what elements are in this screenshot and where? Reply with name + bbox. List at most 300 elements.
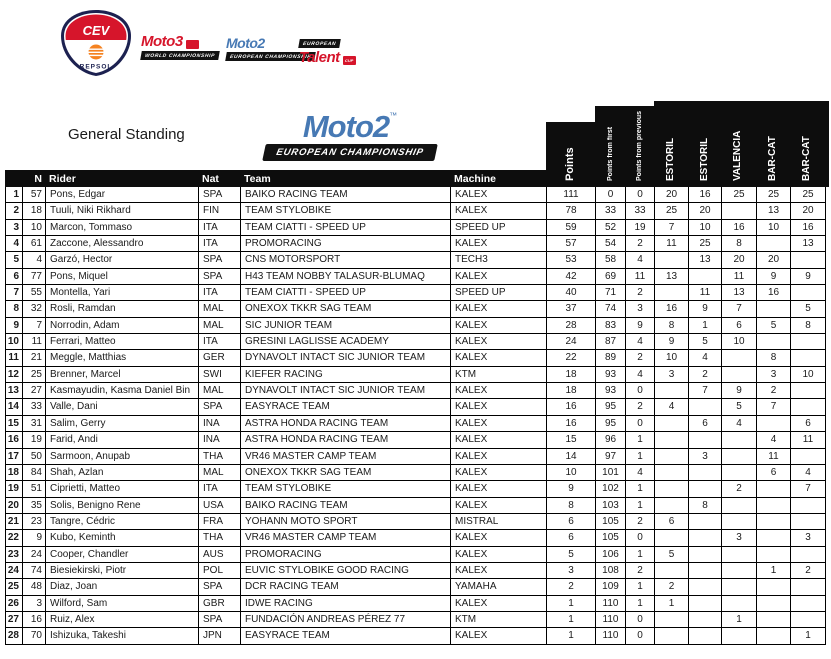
nationality-cell: THA	[199, 449, 241, 465]
points-from-first-cell: 105	[596, 514, 626, 530]
position-cell: 3	[6, 220, 23, 236]
race-points-cell-valencia	[722, 498, 757, 514]
rider-name-cell: Brenner, Marcel	[46, 367, 199, 383]
points-cell: 37	[547, 301, 596, 317]
table-row	[6, 514, 826, 530]
table-row	[6, 628, 826, 644]
table-row	[6, 416, 826, 432]
points-from-previous-cell: 0	[626, 612, 655, 628]
machine-cell: KALEX	[451, 530, 547, 546]
race-points-cell-barcat-2: 8	[791, 318, 826, 334]
points-cell: 6	[547, 530, 596, 546]
points-from-first-cell: 106	[596, 547, 626, 563]
table-row	[6, 285, 826, 301]
points-from-first-cell: 83	[596, 318, 626, 334]
team-cell: FUNDACIÓN ANDREAS PÉREZ 77	[241, 612, 451, 628]
race-points-cell-estoril-2	[689, 465, 722, 481]
race-points-cell-barcat-1: 11	[757, 449, 791, 465]
nationality-cell: ITA	[199, 236, 241, 252]
race-points-cell-estoril-1	[655, 530, 689, 546]
team-cell: EASYRACE TEAM	[241, 628, 451, 644]
moto2-main-logo-subtitle: EUROPEAN CHAMPIONSHIP	[262, 144, 438, 161]
rider-number-cell: 32	[23, 301, 46, 317]
race-points-cell-barcat-2	[791, 383, 826, 399]
position-cell: 15	[6, 416, 23, 432]
team-cell: TEAM CIATTI - SPEED UP	[241, 285, 451, 301]
race-points-cell-valencia	[722, 465, 757, 481]
moto3-logo-title: Moto3	[141, 33, 183, 50]
machine-cell: KALEX	[451, 628, 547, 644]
race-points-cell-estoril-2: 13	[689, 252, 722, 268]
cev-repsol-logo	[57, 9, 135, 77]
team-cell: SIC JUNIOR TEAM	[241, 318, 451, 334]
column-header-number: N	[34, 172, 42, 185]
machine-cell: YAMAHA	[451, 579, 547, 595]
points-cell: 15	[547, 432, 596, 448]
table-row	[6, 399, 826, 415]
rider-number-cell: 21	[23, 350, 46, 366]
position-cell: 21	[6, 514, 23, 530]
points-from-first-cell: 87	[596, 334, 626, 350]
race-points-cell-estoril-1	[655, 465, 689, 481]
points-cell: 40	[547, 285, 596, 301]
points-from-previous-cell: 0	[626, 416, 655, 432]
race-points-cell-estoril-2: 5	[689, 334, 722, 350]
table-row	[6, 334, 826, 350]
position-cell: 28	[6, 628, 23, 644]
points-from-previous-cell: 1	[626, 547, 655, 563]
race-points-cell-barcat-1	[757, 612, 791, 628]
points-from-previous-cell: 1	[626, 432, 655, 448]
race-points-cell-valencia: 2	[722, 481, 757, 497]
race-points-cell-estoril-2: 6	[689, 416, 722, 432]
nationality-cell: USA	[199, 498, 241, 514]
rider-number-cell: 77	[23, 269, 46, 285]
team-cell: IDWE RACING	[241, 596, 451, 612]
table-row	[6, 220, 826, 236]
nationality-cell: MAL	[199, 318, 241, 334]
points-from-previous-cell: 2	[626, 236, 655, 252]
table-row	[6, 498, 826, 514]
team-cell: BAIKO RACING TEAM	[241, 187, 451, 203]
race-points-cell-estoril-2	[689, 399, 722, 415]
points-cell: 111	[547, 187, 596, 203]
race-points-cell-estoril-1: 6	[655, 514, 689, 530]
machine-cell: KALEX	[451, 318, 547, 334]
table-row	[6, 236, 826, 252]
position-cell: 14	[6, 399, 23, 415]
rider-number-cell: 33	[23, 399, 46, 415]
race-points-cell-barcat-2: 3	[791, 530, 826, 546]
race-points-cell-estoril-2: 11	[689, 285, 722, 301]
race-points-cell-barcat-2	[791, 514, 826, 530]
column-header-team: Team	[244, 172, 271, 185]
points-from-previous-cell: 2	[626, 563, 655, 579]
race-points-cell-estoril-2	[689, 563, 722, 579]
points-from-first-cell: 52	[596, 220, 626, 236]
repsol-logo-text: REPSOL	[79, 63, 113, 71]
table-row	[6, 252, 826, 268]
machine-cell: KALEX	[451, 334, 547, 350]
race-points-cell-estoril-1: 1	[655, 596, 689, 612]
points-from-previous-cell: 2	[626, 514, 655, 530]
race-points-cell-estoril-1	[655, 481, 689, 497]
nationality-cell: SWI	[199, 367, 241, 383]
rider-name-cell: Garzó, Hector	[46, 252, 199, 268]
race-points-cell-valencia	[722, 547, 757, 563]
points-from-previous-cell: 33	[626, 203, 655, 219]
rider-name-cell: Ishizuka, Takeshi	[46, 628, 199, 644]
points-from-previous-cell: 4	[626, 334, 655, 350]
race-points-cell-estoril-2: 10	[689, 220, 722, 236]
race-points-cell-barcat-2: 9	[791, 269, 826, 285]
race-points-cell-estoril-1: 11	[655, 236, 689, 252]
points-from-first-cell: 110	[596, 628, 626, 644]
race-points-cell-estoril-1	[655, 252, 689, 268]
points-cell: 10	[547, 465, 596, 481]
race-points-cell-barcat-1	[757, 596, 791, 612]
talent-logo-title: Talent	[299, 48, 340, 66]
race-points-cell-barcat-2	[791, 399, 826, 415]
race-points-cell-barcat-1	[757, 498, 791, 514]
nationality-cell: FIN	[199, 203, 241, 219]
race-points-cell-barcat-2	[791, 547, 826, 563]
team-cell: PROMORACING	[241, 547, 451, 563]
race-points-cell-estoril-2: 16	[689, 187, 722, 203]
position-cell: 1	[6, 187, 23, 203]
race-points-cell-barcat-1: 8	[757, 350, 791, 366]
table-row	[6, 481, 826, 497]
column-header-points-from-first: Points from first	[607, 126, 614, 181]
cev-logo-text: CEV	[82, 23, 110, 38]
race-points-cell-valencia	[722, 203, 757, 219]
points-from-previous-cell: 0	[626, 383, 655, 399]
race-points-cell-valencia: 20	[722, 252, 757, 268]
race-points-cell-barcat-1	[757, 236, 791, 252]
team-cell: DCR RACING TEAM	[241, 579, 451, 595]
race-points-cell-barcat-2	[791, 285, 826, 301]
table-row	[6, 432, 826, 448]
table-row	[6, 269, 826, 285]
position-cell: 23	[6, 547, 23, 563]
race-points-cell-estoril-2: 1	[689, 318, 722, 334]
points-cell: 59	[547, 220, 596, 236]
race-points-cell-barcat-1: 3	[757, 367, 791, 383]
nationality-cell: INA	[199, 432, 241, 448]
nationality-cell: AUS	[199, 547, 241, 563]
points-cell: 1	[547, 612, 596, 628]
table-row	[6, 301, 826, 317]
race-points-cell-barcat-2: 10	[791, 367, 826, 383]
machine-cell: KTM	[451, 367, 547, 383]
race-points-cell-barcat-1: 10	[757, 220, 791, 236]
points-from-first-cell: 103	[596, 498, 626, 514]
points-cell: 14	[547, 449, 596, 465]
race-points-cell-estoril-2	[689, 628, 722, 644]
machine-cell: KTM	[451, 612, 547, 628]
race-points-cell-barcat-1: 2	[757, 383, 791, 399]
points-from-previous-cell: 11	[626, 269, 655, 285]
rider-number-cell: 35	[23, 498, 46, 514]
rider-number-cell: 48	[23, 579, 46, 595]
race-points-cell-barcat-2: 11	[791, 432, 826, 448]
rider-name-cell: Ciprietti, Matteo	[46, 481, 199, 497]
points-cell: 53	[547, 252, 596, 268]
moto3-logo-subtitle: WORLD CHAMPIONSHIP	[140, 51, 220, 60]
team-cell: EASYRACE TEAM	[241, 399, 451, 415]
moto3-logo	[141, 34, 219, 60]
machine-cell: KALEX	[451, 596, 547, 612]
table-row	[6, 547, 826, 563]
race-points-cell-valencia	[722, 563, 757, 579]
machine-cell: SPEED UP	[451, 220, 547, 236]
rider-number-cell: 11	[23, 334, 46, 350]
race-points-cell-estoril-1	[655, 432, 689, 448]
points-cell: 1	[547, 628, 596, 644]
race-points-cell-valencia	[722, 350, 757, 366]
table-row	[6, 530, 826, 546]
rider-number-cell: 23	[23, 514, 46, 530]
team-cell: EUVIC STYLOBIKE GOOD RACING	[241, 563, 451, 579]
position-cell: 6	[6, 269, 23, 285]
points-cell: 8	[547, 498, 596, 514]
rider-name-cell: Norrodin, Adam	[46, 318, 199, 334]
rider-number-cell: 51	[23, 481, 46, 497]
talent-cup-logo	[299, 31, 356, 65]
race-points-cell-estoril-1: 5	[655, 547, 689, 563]
race-points-cell-valencia	[722, 449, 757, 465]
points-cell: 18	[547, 383, 596, 399]
race-points-cell-barcat-1	[757, 514, 791, 530]
table-header-row	[5, 170, 546, 187]
points-from-first-cell: 108	[596, 563, 626, 579]
race-points-cell-estoril-1: 4	[655, 399, 689, 415]
column-header-nat: Nat	[202, 172, 219, 185]
race-points-cell-valencia: 1	[722, 612, 757, 628]
team-cell: BAIKO RACING TEAM	[241, 498, 451, 514]
rider-name-cell: Valle, Dani	[46, 399, 199, 415]
table-row	[6, 203, 826, 219]
race-points-cell-barcat-1	[757, 334, 791, 350]
rider-number-cell: 18	[23, 203, 46, 219]
rider-name-cell: Ruiz, Alex	[46, 612, 199, 628]
column-header-points-from-previous: Points from previous	[636, 110, 643, 181]
points-cell: 16	[547, 416, 596, 432]
points-from-first-cell: 97	[596, 449, 626, 465]
rider-name-cell: Marcon, Tommaso	[46, 220, 199, 236]
points-from-first-cell: 71	[596, 285, 626, 301]
team-cell: TEAM STYLOBIKE	[241, 481, 451, 497]
team-cell: KIEFER RACING	[241, 367, 451, 383]
nationality-cell: SPA	[199, 612, 241, 628]
nationality-cell: MAL	[199, 301, 241, 317]
team-cell: PROMORACING	[241, 236, 451, 252]
nationality-cell: ITA	[199, 334, 241, 350]
nationality-cell: SPA	[199, 187, 241, 203]
points-from-first-cell: 93	[596, 367, 626, 383]
table-row	[6, 465, 826, 481]
table-row	[6, 596, 826, 612]
team-cell: ONEXOX TKKR SAG TEAM	[241, 301, 451, 317]
race-points-cell-estoril-1: 2	[655, 579, 689, 595]
race-points-cell-barcat-1: 25	[757, 187, 791, 203]
race-points-cell-barcat-1: 6	[757, 465, 791, 481]
race-points-cell-valencia: 10	[722, 334, 757, 350]
position-cell: 9	[6, 318, 23, 334]
race-points-cell-estoril-2	[689, 612, 722, 628]
team-cell: DYNAVOLT INTACT SIC JUNIOR TEAM	[241, 350, 451, 366]
machine-cell: KALEX	[451, 301, 547, 317]
race-points-cell-barcat-2: 1	[791, 628, 826, 644]
rider-name-cell: Farid, Andi	[46, 432, 199, 448]
moto2-main-logo-title: Moto2	[302, 109, 390, 144]
rider-name-cell: Rosli, Ramdan	[46, 301, 199, 317]
moto3-logo-box	[186, 40, 199, 49]
points-from-first-cell: 95	[596, 399, 626, 415]
points-cell: 1	[547, 596, 596, 612]
points-from-first-cell: 105	[596, 530, 626, 546]
rider-name-cell: Pons, Edgar	[46, 187, 199, 203]
team-cell: ONEXOX TKKR SAG TEAM	[241, 465, 451, 481]
rider-name-cell: Ferrari, Matteo	[46, 334, 199, 350]
rider-name-cell: Zaccone, Alessandro	[46, 236, 199, 252]
rider-number-cell: 27	[23, 383, 46, 399]
race-points-cell-estoril-2: 3	[689, 449, 722, 465]
race-points-cell-barcat-2: 25	[791, 187, 826, 203]
machine-cell: KALEX	[451, 432, 547, 448]
column-header-race-estoril-1: ESTORIL	[665, 137, 676, 181]
race-points-cell-estoril-2: 7	[689, 383, 722, 399]
position-cell: 8	[6, 301, 23, 317]
moto2-small-logo-subtitle: EUROPEAN CHAMPIONSHIP	[225, 52, 316, 61]
points-from-previous-cell: 1	[626, 596, 655, 612]
race-points-cell-estoril-1	[655, 563, 689, 579]
team-cell: VR46 MASTER CAMP TEAM	[241, 449, 451, 465]
machine-cell: MISTRAL	[451, 514, 547, 530]
team-cell: H43 TEAM NOBBY TALASUR-BLUMAQ	[241, 269, 451, 285]
race-points-cell-barcat-2	[791, 350, 826, 366]
position-cell: 25	[6, 579, 23, 595]
race-points-cell-barcat-2	[791, 612, 826, 628]
nationality-cell: ITA	[199, 220, 241, 236]
race-points-cell-estoril-2: 9	[689, 301, 722, 317]
race-points-cell-estoril-2	[689, 432, 722, 448]
table-row	[6, 318, 826, 334]
race-points-cell-barcat-1: 4	[757, 432, 791, 448]
team-cell: TEAM CIATTI - SPEED UP	[241, 220, 451, 236]
position-cell: 13	[6, 383, 23, 399]
rider-name-cell: Pons, Miquel	[46, 269, 199, 285]
nationality-cell: FRA	[199, 514, 241, 530]
nationality-cell: ITA	[199, 285, 241, 301]
points-from-previous-cell: 1	[626, 449, 655, 465]
race-points-cell-valencia: 13	[722, 285, 757, 301]
points-from-previous-cell: 4	[626, 465, 655, 481]
machine-cell: KALEX	[451, 563, 547, 579]
race-points-cell-barcat-2: 2	[791, 563, 826, 579]
table-row	[6, 383, 826, 399]
race-points-cell-estoril-1: 16	[655, 301, 689, 317]
rider-number-cell: 10	[23, 220, 46, 236]
race-points-cell-estoril-2: 20	[689, 203, 722, 219]
race-points-cell-barcat-2	[791, 596, 826, 612]
position-cell: 11	[6, 350, 23, 366]
nationality-cell: JPN	[199, 628, 241, 644]
nationality-cell: SPA	[199, 269, 241, 285]
race-points-cell-barcat-2: 4	[791, 465, 826, 481]
table-row	[6, 579, 826, 595]
points-cell: 42	[547, 269, 596, 285]
race-points-cell-valencia: 5	[722, 399, 757, 415]
column-header-machine: Machine	[454, 172, 497, 185]
points-cell: 28	[547, 318, 596, 334]
points-from-first-cell: 109	[596, 579, 626, 595]
rider-number-cell: 61	[23, 236, 46, 252]
points-from-first-cell: 58	[596, 252, 626, 268]
race-points-cell-barcat-1	[757, 416, 791, 432]
rider-name-cell: Kasmayudin, Kasma Daniel Bin	[46, 383, 199, 399]
points-from-previous-cell: 0	[626, 628, 655, 644]
position-cell: 12	[6, 367, 23, 383]
team-cell: TEAM STYLOBIKE	[241, 203, 451, 219]
position-cell: 2	[6, 203, 23, 219]
points-from-first-cell: 96	[596, 432, 626, 448]
machine-cell: KALEX	[451, 269, 547, 285]
race-points-cell-estoril-1: 13	[655, 269, 689, 285]
moto2-small-logo-title: Moto2	[226, 35, 265, 51]
race-points-cell-valencia: 7	[722, 301, 757, 317]
race-points-cell-barcat-1: 7	[757, 399, 791, 415]
race-points-cell-estoril-2: 25	[689, 236, 722, 252]
race-points-cell-barcat-1	[757, 579, 791, 595]
race-points-cell-estoril-2	[689, 269, 722, 285]
points-cell: 5	[547, 547, 596, 563]
rider-number-cell: 74	[23, 563, 46, 579]
race-points-cell-estoril-1	[655, 416, 689, 432]
points-from-first-cell: 33	[596, 203, 626, 219]
race-points-cell-barcat-2	[791, 252, 826, 268]
points-cell: 3	[547, 563, 596, 579]
points-from-previous-cell: 1	[626, 481, 655, 497]
race-points-cell-barcat-2: 16	[791, 220, 826, 236]
race-points-cell-estoril-2: 4	[689, 350, 722, 366]
race-points-cell-valencia: 3	[722, 530, 757, 546]
race-points-cell-valencia: 4	[722, 416, 757, 432]
points-cell: 16	[547, 399, 596, 415]
points-from-previous-cell: 4	[626, 252, 655, 268]
nationality-cell: ITA	[199, 481, 241, 497]
machine-cell: KALEX	[451, 203, 547, 219]
moto2-main-logo	[264, 111, 436, 161]
team-cell: CNS MOTORSPORT	[241, 252, 451, 268]
rider-number-cell: 25	[23, 367, 46, 383]
points-from-previous-cell: 2	[626, 350, 655, 366]
race-points-cell-barcat-1: 1	[757, 563, 791, 579]
points-from-previous-cell: 2	[626, 399, 655, 415]
column-header-race-barcat-1: BAR-CAT	[767, 136, 778, 181]
rider-name-cell: Tangre, Cédric	[46, 514, 199, 530]
page-title: General Standing	[68, 126, 185, 143]
machine-cell: KALEX	[451, 399, 547, 415]
race-points-cell-barcat-1: 5	[757, 318, 791, 334]
race-points-cell-estoril-1: 3	[655, 367, 689, 383]
machine-cell: TECH3	[451, 252, 547, 268]
race-points-cell-barcat-1: 16	[757, 285, 791, 301]
points-from-first-cell: 110	[596, 596, 626, 612]
column-header-race-estoril-2: ESTORIL	[699, 137, 710, 181]
rider-name-cell: Tuuli, Niki Rikhard	[46, 203, 199, 219]
race-points-cell-valencia: 6	[722, 318, 757, 334]
